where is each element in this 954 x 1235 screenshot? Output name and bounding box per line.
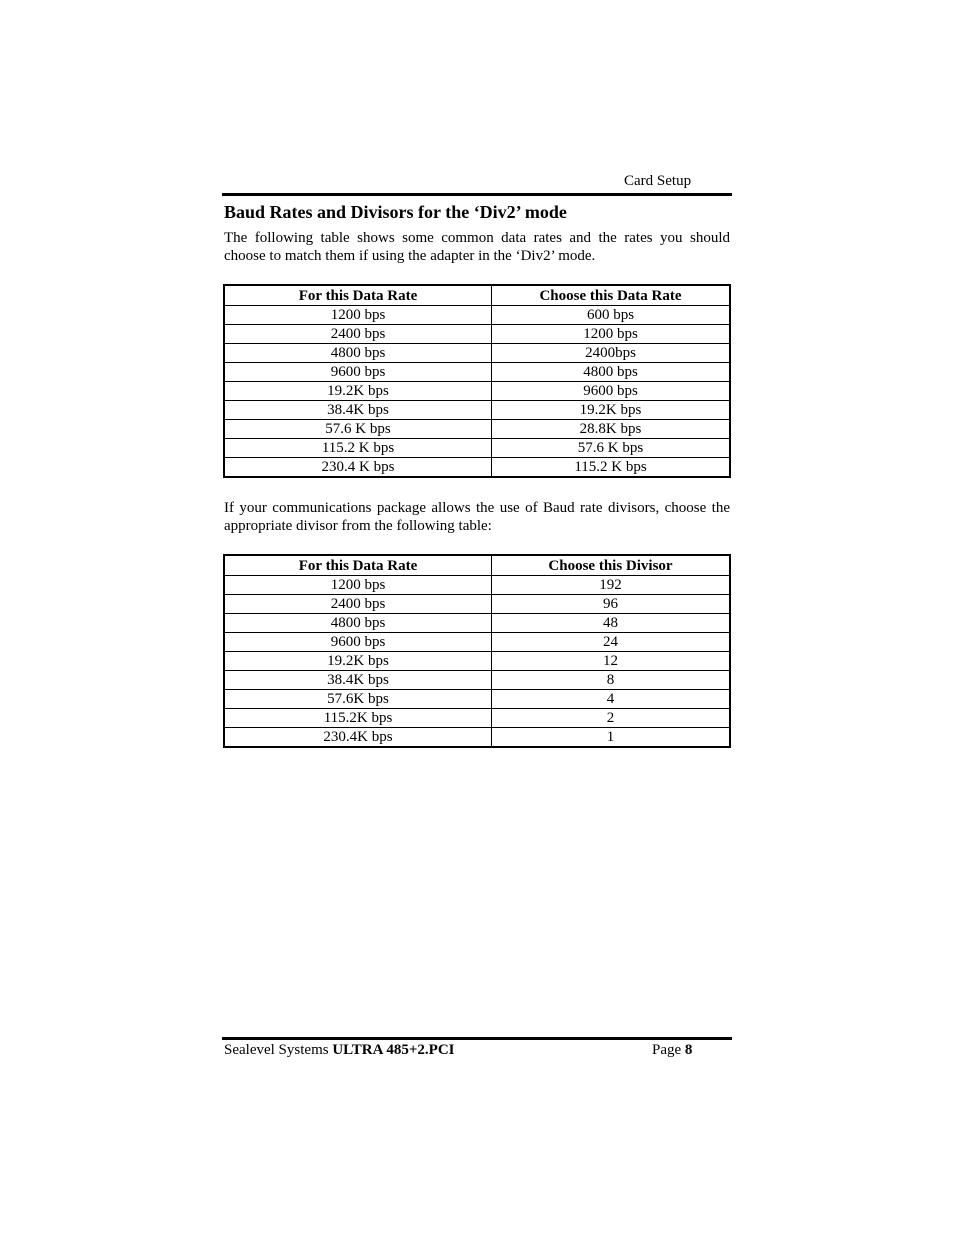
table-cell: 19.2K bps	[492, 401, 731, 420]
footer-page	[652, 1042, 692, 1059]
table-cell: 2400 bps	[224, 595, 492, 614]
header-rule	[222, 193, 732, 196]
table-cell: 12	[492, 652, 731, 671]
table-cell: 4800 bps	[492, 363, 731, 382]
column-header: Choose this Data Rate	[492, 285, 731, 306]
table-cell: 19.2K bps	[224, 382, 492, 401]
table-cell: 1	[492, 728, 731, 748]
table-row	[224, 439, 730, 458]
footer-page-number: 8	[684, 1042, 693, 1058]
table-cell: 24	[492, 633, 731, 652]
table-cell: 2400 bps	[224, 325, 492, 344]
footer-company: Sealevel Systems	[224, 1042, 333, 1058]
table-header-row	[224, 555, 730, 576]
table-row	[224, 671, 730, 690]
table-cell: 57.6 K bps	[224, 420, 492, 439]
footer-product-name: ULTRA 485+2.PCI	[332, 1042, 455, 1058]
table-row	[224, 690, 730, 709]
intro-paragraph: The following table shows some common data rates and the rates you should choose to match them if using the adapter in the ‘Div2’ mode.	[224, 230, 730, 264]
table-row	[224, 325, 730, 344]
table-row	[224, 306, 730, 325]
table-cell: 1200 bps	[224, 576, 492, 595]
table-cell: 96	[492, 595, 731, 614]
table-cell: 9600 bps	[492, 382, 731, 401]
table-row	[224, 458, 730, 478]
table-cell: 8	[492, 671, 731, 690]
table-cell: 38.4K bps	[224, 671, 492, 690]
table-cell: 19.2K bps	[224, 652, 492, 671]
table-cell: 1200 bps	[492, 325, 731, 344]
column-header: For this Data Rate	[224, 285, 492, 306]
table-cell: 2	[492, 709, 731, 728]
table-row	[224, 382, 730, 401]
table-header-row	[224, 285, 730, 306]
footer-page-label: Page	[652, 1042, 685, 1058]
table-cell: 1200 bps	[224, 306, 492, 325]
table-cell: 57.6 K bps	[492, 439, 731, 458]
table-cell: 28.8K bps	[492, 420, 731, 439]
table-row	[224, 401, 730, 420]
footer-rule	[222, 1037, 732, 1040]
data-rate-table	[223, 284, 731, 478]
table-cell: 115.2 K bps	[492, 458, 731, 478]
table-cell: 4800 bps	[224, 614, 492, 633]
table-row	[224, 614, 730, 633]
table-row	[224, 576, 730, 595]
table-cell: 115.2K bps	[224, 709, 492, 728]
footer-product	[224, 1042, 455, 1059]
table-row	[224, 728, 730, 748]
table-cell: 600 bps	[492, 306, 731, 325]
table-cell: 115.2 K bps	[224, 439, 492, 458]
section-heading: Baud Rates and Divisors for the ‘Div2’ mode	[224, 202, 567, 222]
table-cell: 192	[492, 576, 731, 595]
column-header: Choose this Divisor	[492, 555, 731, 576]
divisor-table	[223, 554, 731, 748]
table-cell: 230.4K bps	[224, 728, 492, 748]
table-cell: 230.4 K bps	[224, 458, 492, 478]
table-cell: 38.4K bps	[224, 401, 492, 420]
table-cell: 9600 bps	[224, 633, 492, 652]
running-header: Card Setup	[624, 173, 692, 189]
table-cell: 57.6K bps	[224, 690, 492, 709]
table-row	[224, 595, 730, 614]
table-row	[224, 363, 730, 382]
table-row	[224, 709, 730, 728]
table-row	[224, 344, 730, 363]
column-header: For this Data Rate	[224, 555, 492, 576]
divisor-paragraph: If your communications package allows the use of Baud rate divisors, choose the appropriate divisor from the following table:	[224, 500, 730, 534]
table-row	[224, 420, 730, 439]
table-cell: 48	[492, 614, 731, 633]
table-row	[224, 633, 730, 652]
table-cell: 4	[492, 690, 731, 709]
table-cell: 9600 bps	[224, 363, 492, 382]
table-cell: 2400bps	[492, 344, 731, 363]
table-cell: 4800 bps	[224, 344, 492, 363]
table-row	[224, 652, 730, 671]
